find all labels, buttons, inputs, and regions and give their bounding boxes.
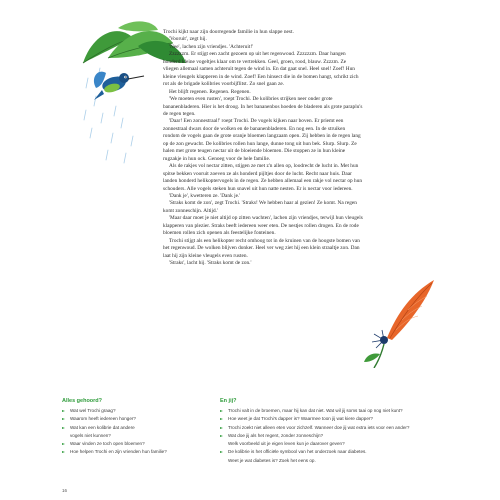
question-item <box>62 424 212 432</box>
triangle-bullet-icon <box>62 418 65 420</box>
question-item <box>220 424 450 432</box>
question-text: Welk voorbeeld uit je eigen leven kun je daarover geven? <box>228 441 345 447</box>
page-number: 16 <box>62 488 68 493</box>
triangle-bullet-icon <box>220 451 223 453</box>
triangle-bullet-icon <box>62 451 65 453</box>
story-paragraph: 'Daar! Een zonnestraal!' roept Trochi. De vogels kijken naar boven. Er priemt een zonnestraal dwars door de wolken en de bananenbladeren. En nog een. In de struiken rondom de vogels gaan de grote oranje bloemen langzaam open. Zij hebben in de regen lang op de zon gewacht. De kolibries rollen hun lange, dunne tong uit hun bek. Slurp. Slurp. Ze halen met grote teugen nectar uit de bloeiende bloemen. Die stoppen ze in hun kleine rugzakje in hun ock. Genoeg voor de hele familie. <box>163 118 361 162</box>
story-paragraph: Het blijft regenen. Regenen. Regenen. <box>169 88 251 95</box>
question-text: Weet je wat diabetes is? Zoek het eens op. <box>228 457 316 463</box>
story-paragraph: 'Nee', lachen zijn vriendjes. 'Achteruit!' <box>169 43 254 50</box>
section-heading: Alles gehoord? <box>62 398 103 404</box>
question-text: Trochi zoekt niet alleen eten voor zichzelf. Wanneer doe jij wat extra iets voor een ander? <box>228 424 410 430</box>
story-paragraph: Zzzzzzm. Er stijgt een zacht gezoem op uit het regenwoud. Zzzzzzm. Daar hangen honderd kleine vogeltjes klaar om te vertrekken. Geel, groen, rood, blauw. Zzzzm. Ze vliegen allemaal samen achteruit tegen de wind in. En dat gaat snel. Heel snel! Zoef! Hun kleine vleugels klapperen in de wind. Zoef! Een hinsect die in de bomen hangt, schrikt zich rot als de brigade kolibries voorbijflitst. Zo snel gaan ze. <box>163 51 359 88</box>
question-text: Hoe weet je dat Trochi's dapper is? Waarmee toon jij wat kiere dapper? <box>228 416 373 422</box>
triangle-bullet-icon <box>220 410 223 412</box>
feather-flower-illustration <box>352 278 437 368</box>
question-item <box>62 448 212 456</box>
questions-column <box>62 398 212 457</box>
question-text: De kolibrie is het officiële symbool van het onderzoek naar diabetes. <box>228 449 367 455</box>
question-item <box>220 407 450 415</box>
question-item <box>220 448 450 456</box>
question-item-continued <box>62 432 212 440</box>
story-paragraph: Trochi kijkt naar zijn doorregende familie in hun slappe nest. <box>163 29 294 35</box>
question-text: Wat kan een kolibrie dat andere <box>70 424 135 430</box>
question-text: Trochi valt in de broemen, maar hij kan dat niet. Wat wil jij soms taai op nog niet kunt? <box>228 408 403 413</box>
question-text: Waarom heeft iedereen honger? <box>70 416 136 422</box>
triangle-bullet-icon <box>220 427 223 429</box>
question-item <box>62 415 212 423</box>
story-paragraph: 'Maar daar moet je niet altijd op zitten wachten', lachen zijn vriendjes, terwijl hun vleugels klapperen van plezier. Straks beeft iedereen weer eten. De nestjes rollen drogen. En de rode bloemen rollen zich openen als feestelijke fonteinen. <box>163 215 363 237</box>
story-paragraph: 'Vooruit', zegt hij. <box>169 36 207 43</box>
question-text: Hoe helpen Trochi en zijn vrienden hun familie? <box>70 449 167 455</box>
question-text: Waar vinden ze toch open bloemen? <box>70 441 145 447</box>
triangle-bullet-icon <box>62 443 65 445</box>
story-paragraph: 'Straks komt de zon', zegt Trochi. 'Straks! We hebben haar al gezien! Ze komt. Na regen komt zonneschijn. Altijd.' <box>163 200 357 214</box>
question-text: Wat doe jij als het regent, zonder zonneschijn? <box>228 432 324 438</box>
triangle-bullet-icon <box>62 427 65 429</box>
triangle-bullet-icon <box>62 410 65 412</box>
story-paragraph: Trochi stijgt als een helikopter recht omhoog tot in de kruinen van de hoogste bomen van het regenwoud. De wolken blijven donker. Heel ver weg ziet hij een klein straaltje zon. Dan laat hij zijn kleine vleugels even rusten. <box>163 237 360 259</box>
triangle-bullet-icon <box>220 418 223 420</box>
question-item <box>220 415 450 423</box>
question-item <box>62 407 212 415</box>
question-text: vogels niet kunnen? <box>70 432 111 438</box>
story-paragraph: 'Straks', lacht hij. 'Straks komt de zon.' <box>169 260 252 267</box>
question-item-continued <box>220 457 450 465</box>
story-paragraph: Als de rakjes vol nectar zitten, stijgen ze met z'n allen op, loodrecht de lucht in. Met hun spitse bekken vooruit zoeven ze als honderd pijltjes door de lucht. Recht naar huis. Daar landen honderd helikoptervogels in de regen. Ze hebben allemaal een rakje vol nectar op hun schouders. Alle vogels steken hun snavel uit hun natte nesten. Er is nectar voor iedereen. <box>163 163 363 192</box>
reflection-column <box>220 398 450 465</box>
triangle-bullet-icon <box>220 435 223 437</box>
question-item <box>220 432 450 440</box>
question-text: Wat wel Trochi graag? <box>70 408 116 413</box>
question-item-continued <box>220 440 450 448</box>
story-text <box>163 29 363 268</box>
story-paragraph: 'We moeten even rusten', roept Trochi. De kolibries strijken neer onder grote bananenbladeren. Hier is het droog. In het bananenbos hoeden de bladeren als grote paraplu's de regen tegen. <box>163 96 363 117</box>
question-item <box>62 440 212 448</box>
section-heading: En jij? <box>220 398 237 404</box>
story-paragraph: 'Dank je', kwetteren ze. 'Dank je.' <box>169 192 241 199</box>
